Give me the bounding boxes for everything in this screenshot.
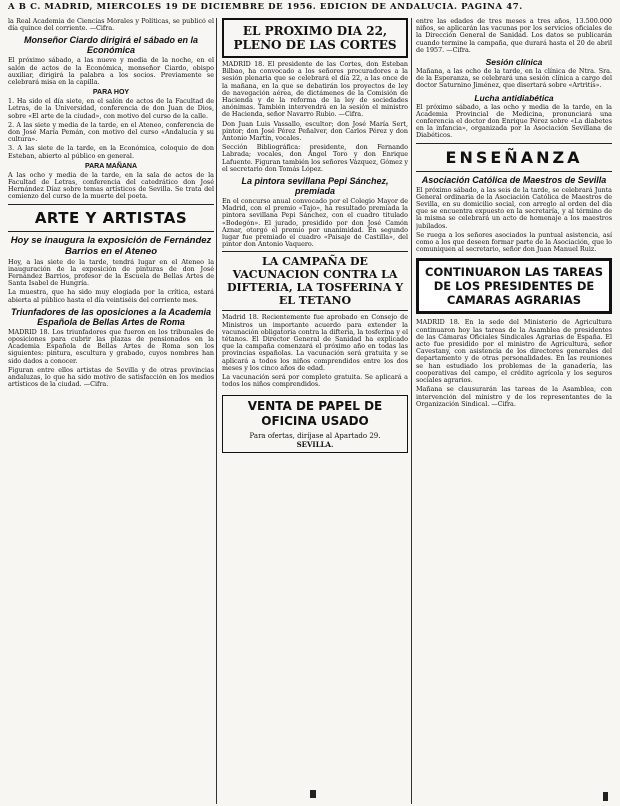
headline: LA CAMPAÑA DE VACUNACION CONTRA LA DIFTERIA, LA TOSFERINA Y EL TETANO — [226, 255, 404, 308]
print-mark — [603, 792, 608, 801]
column-2 — [222, 18, 408, 453]
paragraph: Figuran entre ellos artistas de Sevilla y de otras provincias andaluzas, lo que ha sido motivo de satisfacción en los medios artísticos de la ciudad. —Cifra. — [8, 365, 214, 389]
paragraph: 3. A las siete de la tarde, en la Económica, coloquio de don Esteban, abierto al público en general. — [8, 144, 214, 160]
section-title: ARTE Y ARTISTAS — [34, 208, 188, 227]
paragraph: MADRID 18. En la sede del Ministerio de Agricultura continuaron hoy las tareas de la Asamblea de presidentes de las Cámaras Oficiales Sindicales Agrarias de España. El acto fue presidido por el ministro de Agricultura, señor Cavestany, con asistencia de los directores generales del departamento y de otras personalidades. En las reuniones se han estudiado los problemas de la ganadería, las cooperativas del campo, el crédito agrícola y los seguros sociales agrarios. — [416, 318, 612, 385]
divider — [222, 310, 408, 311]
paragraph: entre las edades de tres meses a tres años, 13.500.000 niños, se aplicarán las vacunas por los servicios oficiales de la Dirección General de Sanidad. Los datos se publicarán cuando termine la campaña, que durará hasta el 20 de abril de 1957. —Cifra. — [416, 18, 612, 54]
divider — [8, 204, 214, 205]
paragraph: MADRID 18. Los triunfadores que fueron en los tribunales de oposiciones para cubrir las plazas de pensionados en la Academia Española de Bellas Artes de Roma son los siguientes: pintura, escultura y grabado, cuyos nombres han sido dados a conocer. — [8, 327, 214, 365]
paragraph: Mañana se clausurarán las tareas de la Asamblea, con intervención del ministro y de los representantes de la Organización Sindical. —Cifra. — [416, 385, 612, 408]
paragraph: Don Juan Luis Vassallo, escultor; don José María Sert, pintor; don José Pérez Peñalver, don Carlos Pérez y don Antonio Martín, vocales. — [222, 119, 408, 143]
divider — [416, 143, 612, 144]
paragraph: la Real Academia de Ciencias Morales y Políticas, se publicó el día quince del corriente. —Cifra. — [8, 18, 214, 33]
ad-text: Para ofertas, diríjase al Apartado 29. — [249, 431, 381, 440]
headline: EL PROXIMO DIA 22, PLENO DE LAS CORTES — [233, 24, 397, 52]
column-1 — [8, 18, 214, 391]
paragraph: El próximo sábado, a las ocho y media de la tarde, en la Academia Provincial de Medicina, pronunciará una conferencia el doctor don Enrique Pérez sobre «La diabetes en la infancia», organizada por la Asociación Sevillana de Diabéticos. — [416, 102, 612, 140]
paragraph: El próximo sábado, a las nueve y media de la noche, en el salón de actos de la Económica, monseñor Ciardo, obispo auxiliar, dirigirá la palabra a los socios. Previamente se celebrará misa en la capilla. — [8, 56, 214, 87]
column-rule — [216, 18, 217, 804]
paragraph: Madrid 18. Recientemente fue aprobado en Consejo de Ministros un importante acuerdo para extender la vacunación obligatoria contra la difteria, la tosferina y el tétanos. El Director General de Sanidad ha explicado que la campaña comenzará el próximo año en todas las provincias españolas. La vacunación será gratuita y se aplicará a todos los niños comprendidos entre los dos meses y los cinco años de edad. — [222, 313, 408, 372]
headline: Hoy se inaugura la exposición de Fernández Barrios en el Ateneo — [10, 234, 212, 257]
ad-city: SEVILLA. — [296, 439, 334, 449]
headline: Sesión clínica — [485, 57, 543, 68]
headline: Triunfadores de las oposiciones a la Academia Española de Bellas Artes de Roma — [10, 306, 212, 327]
paragraph: Sección Bibliográfica: presidente, don Fernando Labrada; vocales, don Ángel Toro y don Enrique Lafuente. Figuran también los señores Vázquez, Gómez y el secretario don Tomás López. — [222, 143, 408, 173]
paragraph: Mañana, a las ocho de la tarde, en la clínica de Ntra. Sra. de la Esperanza, se celebrará una sesión clínica a cargo del doctor Saturnino Jiménez, que disertará sobre «Artritis». — [416, 67, 612, 90]
divider — [8, 231, 214, 232]
section-title: ENSEÑANZA — [445, 147, 583, 167]
paragraph: 2. A las siete y media de la tarde, en el Ateneo, conferencia de don José María Pemán, con motivo del curso «Andalucía y su cultura». — [8, 120, 214, 144]
advertisement-box — [222, 395, 408, 453]
column-3 — [416, 18, 612, 410]
paragraph: 1. Ha sido el día siete, en el salón de actos de la Facultad de Letras, de la Universidad, conferencia de don Juan de Dios, sobre «El arte de la ciudad», con motivo del curso de la calle. — [8, 97, 214, 120]
headline-box — [222, 18, 408, 58]
headline: Asociación Católica de Maestros de Sevilla — [421, 174, 607, 185]
paragraph: A las ocho y media de la tarde, en la sala de actos de la Facultad de Letras, conferencia del catedrático don José Hernández Díaz sobre temas artísticos de Sevilla. Se trata del comienzo del curso de la muerte del poeta. — [8, 170, 214, 201]
print-mark — [310, 790, 316, 798]
paragraph: La muestra, que ha sido muy elogiada por la crítica, estará abierta al público hasta el día veintiséis del corriente mes. — [8, 288, 214, 304]
section-heading: PARA MAÑANA — [84, 162, 138, 170]
column-rule — [411, 18, 412, 804]
headline-box: CONTINUARON LAS TAREAS DE LOS PRESIDENTES DE CAMARAS AGRARIAS — [416, 258, 612, 314]
section-heading: PARA HOY — [92, 89, 130, 97]
divider — [416, 171, 612, 172]
page-header: A B C. MADRID, MIERCOLES 19 DE DICIEMBRE DE 1956. EDICION DE ANDALUCIA. PAGINA 47. — [8, 2, 523, 12]
paragraph: El próximo sábado, a las seis de la tarde, se celebrará Junta General ordinaria de la Asociación Católica de Maestros de Sevilla, en su domicilio social, con arreglo al orden del día que se encuentra expuesto en la secretaría, y al término de la misma se celebrará un acto de homenaje a los maestros jubilados. — [416, 185, 612, 230]
paragraph: La vacunación será por completo gratuita. Se aplicará a todos los niños comprendidos. — [222, 373, 408, 389]
headline: La pintora sevillana Pepi Sánchez, premiada — [241, 176, 389, 197]
divider — [222, 251, 408, 252]
headline: Lucha antidiabética — [474, 92, 554, 103]
headline: Monseñor Ciardo dirigirá el sábado en la Económica — [23, 35, 199, 56]
paragraph: MADRID 18. El presidente de las Cortes, don Esteban Bilbao, ha convocado a los señores procuradores a la sesión plenaria que se celebrará el día 22, a las once de la mañana, en la que se debatirán los proyectos de ley de navegación aérea, de dictámenes de la Comisión de Hacienda y de la reforma de la ley de sociedades anónimas. También intervendrá en la sesión el ministro de Hacienda, señor Navarro Rubio. —Cifra. — [222, 60, 408, 119]
paragraph: En el concurso anual convocado por el Colegio Mayor de Madrid, con el premio «Tajo», ha resultado premiada la pintora sevillana Pepi Sánchez, con el cuadro titulado «Bodegón». El jurado, presidido por don José Camón Aznar, otorgó el premio por unanimidad. En segundo lugar fue premiado el cuadro «Paisaje de Castilla», del pintor don Antonio Vaquero. — [222, 197, 408, 249]
ad-title: VENTA DE PAPEL DE OFICINA USADO — [247, 398, 383, 428]
paragraph: Hoy, a las siete de la tarde, tendrá lugar en el Ateneo la inauguración de la exposición de pinturas de don José Fernández Barrios, profesor de la Escuela de Bellas Artes de Santa Isabel de Hungría. — [8, 257, 214, 288]
paragraph: Se ruega a los señores asociados la puntual asistencia, así como a los que deseen formar parte de la Asociación, que lo comuniquen al secretario, señor don Juan Manuel Ruiz. — [416, 230, 612, 254]
